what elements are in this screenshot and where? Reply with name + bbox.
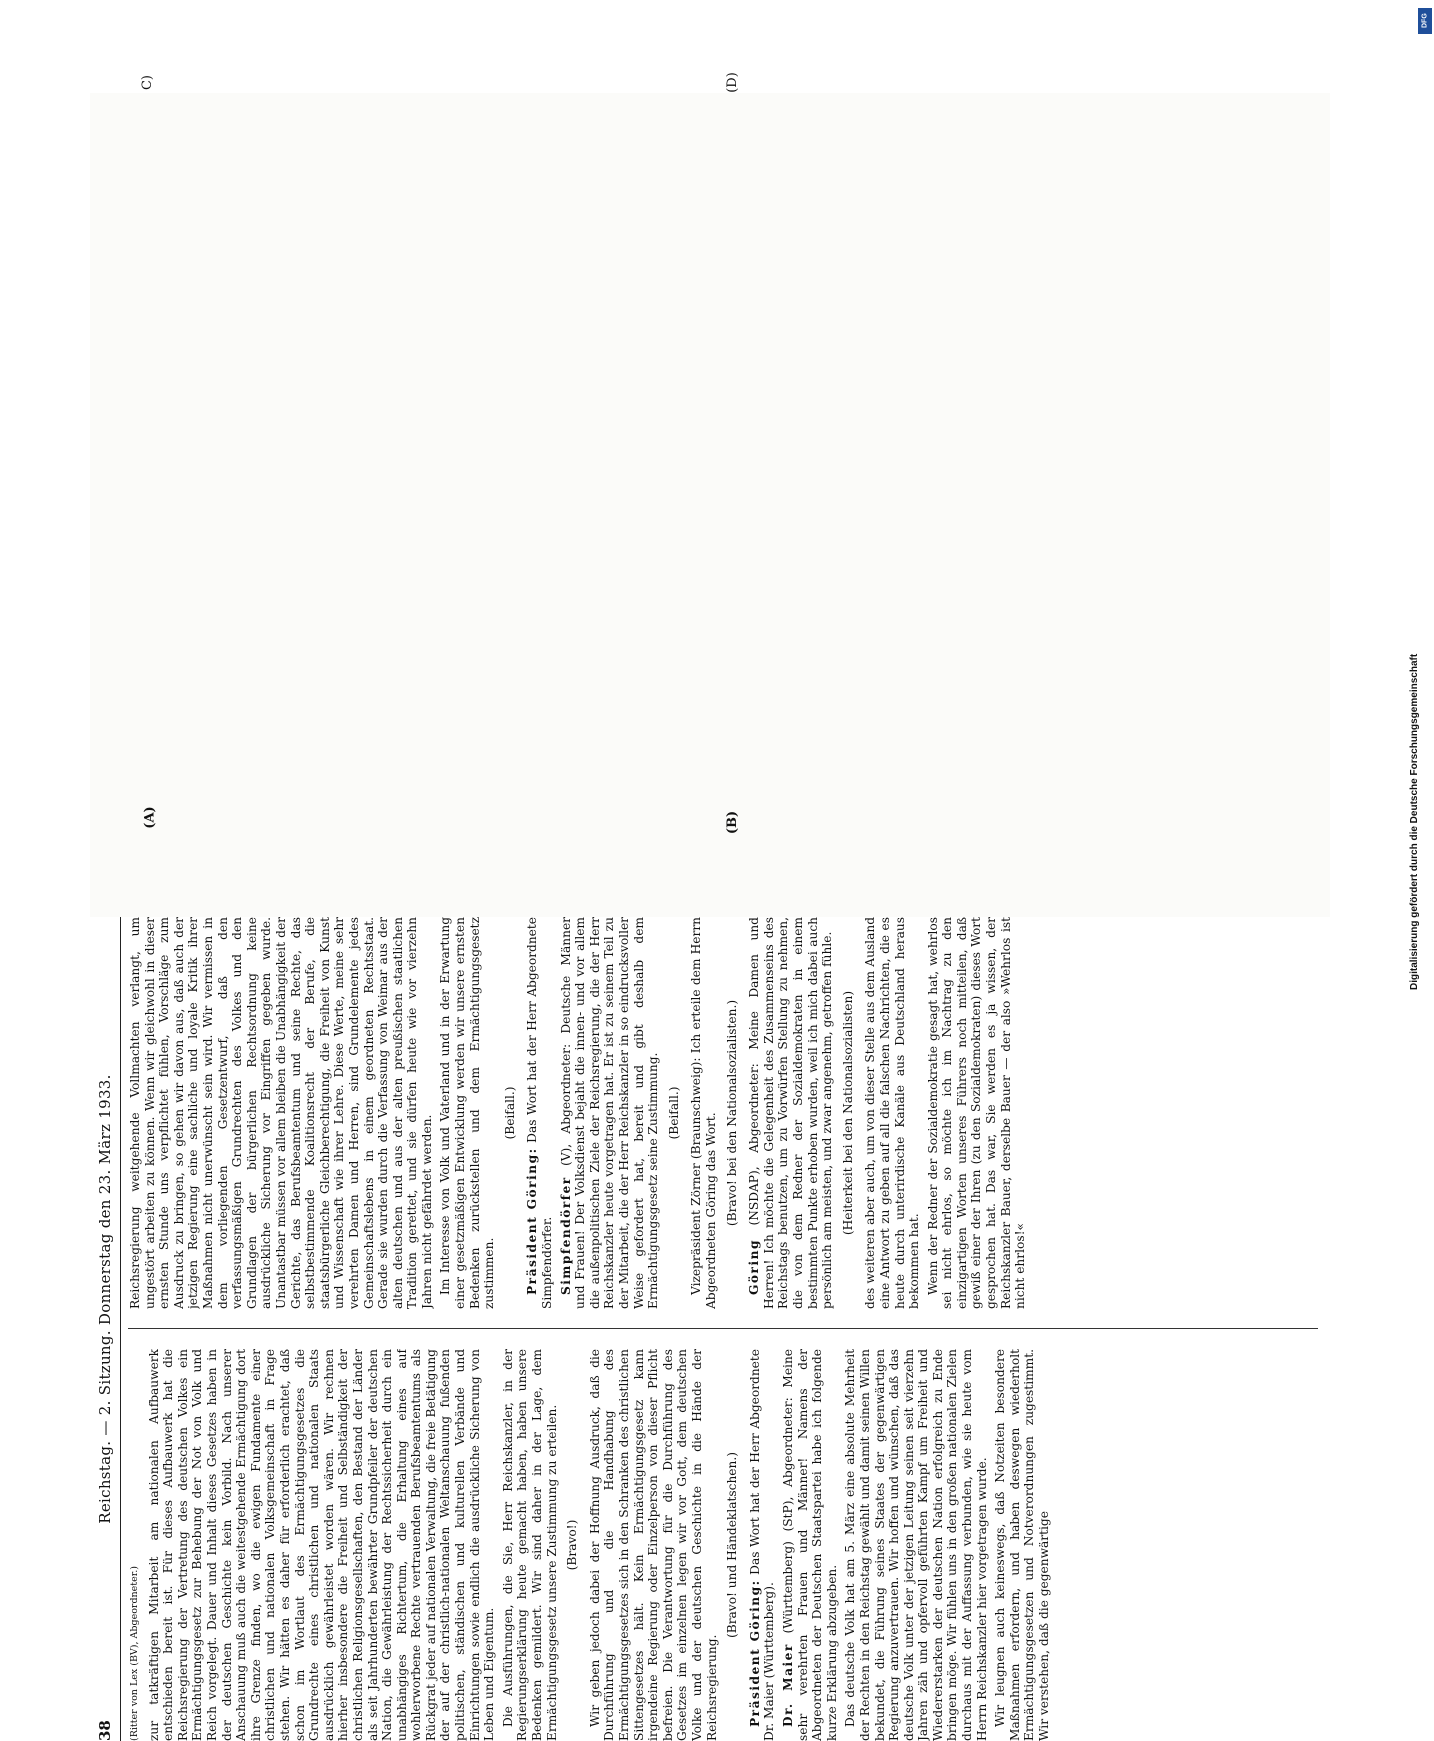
paragraph: Reichsregierung weitgehende Vollmachten verlangt, um ungestört arbeiten zu können. Wenn wir gleichwohl in dieser ernsten Stunde uns verpflichtet fühlen, Vorschläge zum Ausdruck zu bringen, so gehen wir davon aus, daß auch der jetzigen Regierung eine sachliche und loyale Kritik ihrer Maßnahmen nicht unerwünscht sein wird. Wir vermissen in dem vorliegenden Gesetzentwurf, daß den verfassungsmäßigen Grundrechten des Volkes und den Grundlagen der bürgerlichen Rechtsordnung keine ausdrückliche Sicherung vor Eingriffen gegeben wurde. Unantastbar müssen vor allem bleiben die Unabhängigkeit der Gerichte, das Berufsbeamtentum und seine Rechte, das selbstbestimmende Koalitionsrecht der Berufe, die staatsbürgerliche Gleichberechtigung, die Freiheit von Kunst und Wissenschaft wie ihrer Lehre. Diese Werte, meine sehr verehrten Damen und Herren, sind Grundelemente jedes Gemeinschaftslebens in einem geordneten Rechtsstaat. Gerade sie wurden durch die Verfassung von Weimar aus der alten deutschen und aus der alten preußischen staatlichen Tradition gerettet, und sie dürfen heute wie vor vierzehn Jahren nicht gefährdet werden. (128, 917, 434, 1309)
speaker-name: Simpfendörfer (558, 1176, 573, 1295)
speech-intro (747, 917, 835, 1309)
margin-mark-d: (D) (724, 72, 740, 93)
speech-text: Das Wort hat der Herr Abgeordnete Dr. Maier (Württemberg). (747, 1349, 777, 1741)
paragraph: Das deutsche Volk hat am 5. März eine absolute Mehrheit der Rechten in den Reichstag gewählt und damit seinen Willen bekundet, die Führung seines Staates der gegenwärtigen Regierung anzuvertrauen. Wir hoffen und wünschen, daß das deutsche Volk unter der jetzigen Leitung seinen seit vierzehn Jahren zäh und opfervoll geführten Kampf um Freiheit und Wiedererstarken der deutschen Nation erfolgreich zu Ende bringen möge. Wir fühlen uns in den großen nationalen Zielen durchaus mit der Auffassung verbunden, wie sie heute vom Herrn Reichskanzler hier vorgetragen wurde. (843, 1349, 989, 1741)
paragraph: Die Ausführungen, die Sie, Herr Reichskanzler, in der Regierungserklärung heute gemacht haben, haben unsere Bedenken gemildert. Wir sind daher in der Lage, dem Ermächtigungsgesetz unsere Zustimmung zu erteilen. (500, 1349, 559, 1741)
left-column (128, 1349, 1323, 1741)
scanned-page (90, 93, 1330, 1741)
paragraph: Wir geben jedoch dabei der Hoffnung Ausdruck, daß die Durchführung und die Handhabung des Ermächtigungsgesetzes sich in den Schranken des christlichen Sittengesetzes hält. Kein Ermächtigungsgesetz kann irgendeine Regierung oder Einzelperson von dieser Pflicht befreien. Die Verantwortung für die Durchführung des Gesetzes im einzelnen legen wir vor Gott, dem deutschen Volke und der deutschen Geschichte in die Hände der Reichsregierung. (587, 1349, 719, 1741)
interjection: (Beifall.) (666, 1086, 681, 1140)
rotated-page-content (90, 917, 1330, 1741)
speech-text: Das Wort hat der Herr Abgeordnete Simpfendörfer. (525, 917, 555, 1309)
speaker-name: Dr. Maier (780, 1643, 795, 1727)
paragraph: des weiteren aber auch, um von dieser Stelle aus dem Ausland eine Antwort zu geben auf all die falschen Nachrichten, die es heute durch unterirdische Kanäle aus Deutschland heraus bekommen hat. (863, 917, 922, 1309)
speech-text: (V), Abgeordneter: Deutsche Männer und Frauen! Der Volksdienst bejaht die innen- und vor allem die außenpolitischen Ziele der Reichsregierung, die der Herr Reichskanzler heute vorgetragen hat. Er ist zu seinem Teil zu der Mitarbeit, die der Herr Reichskanzler in so eindrucksvoller Weise gefordert hat, bereit und gibt deshalb dem Ermächtigungsgesetz seine Zustimmung. (558, 917, 661, 1309)
margin-mark-c: C) (140, 74, 156, 91)
speaker-name: Präsident Göring: (525, 1147, 540, 1295)
speech-text: (Württemberg) (StP), Abgeordneter: Meine sehr verehrten Frauen und Männer! Namens der Abgeordneten der Deutschen Staatspartei habe ich folgende kurze Erklärung abzugeben. (780, 1349, 839, 1741)
speech-intro (559, 917, 661, 1309)
column-separator (128, 1328, 1318, 1329)
margin-mark-b: (B) (725, 810, 741, 835)
digitization-credit: Digitalisierung gefördert durch die Deutsche Forschungsgemeinschaft (1409, 653, 1420, 990)
interjection: (Heiterkeit bei den Nationalsozialisten) (840, 990, 855, 1236)
page-header (90, 917, 120, 1741)
running-speaker-head: (Ritter von Lex (BV), Abgeordneter.) (129, 1566, 140, 1741)
speaker-name: Präsident Göring: (747, 1579, 762, 1727)
speaker-name: Göring (747, 1239, 762, 1295)
interjection: (Beifall.) (502, 1086, 517, 1140)
header-rule (120, 917, 121, 1741)
paragraph: Im Interesse von Volk und Vaterland und in der Erwartung einer gesetzmäßigen Entwicklung werden wir unsere ernsten Bedenken zurückstellen und dem Ermächtigungsgesetz zustimmen. (438, 917, 497, 1309)
page-number: 38 (96, 1720, 114, 1741)
interjection: (Bravo! und Händeklatschen.) (725, 1452, 740, 1638)
speech-text: (NSDAP), Abgeordneter: Meine Damen und Herren! Ich möchte die Gelegenheit des Zusammenseins des Reichstags benutzen, um zu Vorwürfen Stellung zu nehmen, die von dem Redner der Sozialdemokraten in einem bestimmten Punkte erhoben wurden, weil ich mich dabei auch persönlich am meisten, und zwar angenehm, getroffen fühle. (747, 917, 835, 1309)
running-title: Reichstag. — 2. Sitzung. Donnerstag den 23. März 1933. (96, 1074, 114, 1524)
paragraph: Wir leugnen auch keineswegs, daß Notzeiten besondere Maßnahmen erfordern, und haben deswegen wiederholt Ermächtigungsgesetzen und Notverordnungen zugestimmt. Wir verstehen, daß die gegenwärtige (993, 1349, 1052, 1741)
interjection: (Bravo! bei den Nationalsozialisten.) (724, 999, 739, 1227)
right-column (128, 917, 1323, 1309)
speech-intro (781, 1349, 839, 1741)
margin-mark-a: (A) (142, 806, 158, 829)
speech-intro (525, 917, 554, 1309)
dfg-logo: DFG (1418, 8, 1432, 34)
paragraph: Wenn der Redner der Sozialdemokratie gesagt hat, wehrlos sei nicht ehrlos, so möchte ich im Nachtrag zu den einzigartigen Worten unseres Führers noch mitteilen, daß gewiß einer der Ihren (zu den Sozialdemokraten) dieses Wort gesprochen hat. Das war, Sie werden es ja wissen, der Reichskanzler Bauer, derselbe Bauer — der also »Wehrlos ist nicht ehrlos!« (925, 917, 1028, 1309)
speech-intro (748, 1349, 777, 1741)
interjection: (Bravo!) (565, 1519, 580, 1571)
paragraph: zur tatkräftigen Mitarbeit am nationalen Aufbauwerk entschieden bereit ist. Für dieses Aufbauwerk hat die Reichsregierung der Vertretung des deutschen Volkes ein Ermächtigungsgesetz zur Behebung der Not von Volk und Reich vorgelegt. Dauer und Inhalt dieses Gesetzes haben in der deutschen Geschichte kein Vorbild. Nach unserer Anschauung muß auch die weitestgehende Ermächtigung dort ihre Grenze finden, wo die ewigen Fundamente einer christlichen und nationalen Volksgemeinschaft in Frage stehen. Wir hätten es daher für erforderlich erachtet, daß schon im Wortlaut des Ermächtigungsgesetzes die Grundrechte eines christlichen und nationalen Staats ausdrücklich gewährleistet worden wären. Wir rechnen hierher insbesondere die Freiheit und Selbständigkeit der christlichen Religionsgesellschaften, den Bestand der Länder als seit Jahrhunderten bewährter Grundpfeiler der deutschen Nation, die Gewährleistung der Rechtssicherheit durch ein unabhängiges Richtertum, die Erhaltung eines auf wohlerworbene Rechte vertrauenden Berufsbeamtentums als Rückgrat jeder auf nationalen Verwaltung, die freie Betätigung der auf der christlich-nationalen Weltanschauung fußenden politischen, ständischen und kulturellen Verbände und Einrichtungen sowie endlich die ausdrückliche Sicherung von Leben und Eigentum. (146, 1349, 497, 1741)
speech-intro: Vizepräsident Zörner (Braunschweig): Ich erteile dem Herrn Abgeordneten Göring das Wort. (689, 917, 718, 1309)
